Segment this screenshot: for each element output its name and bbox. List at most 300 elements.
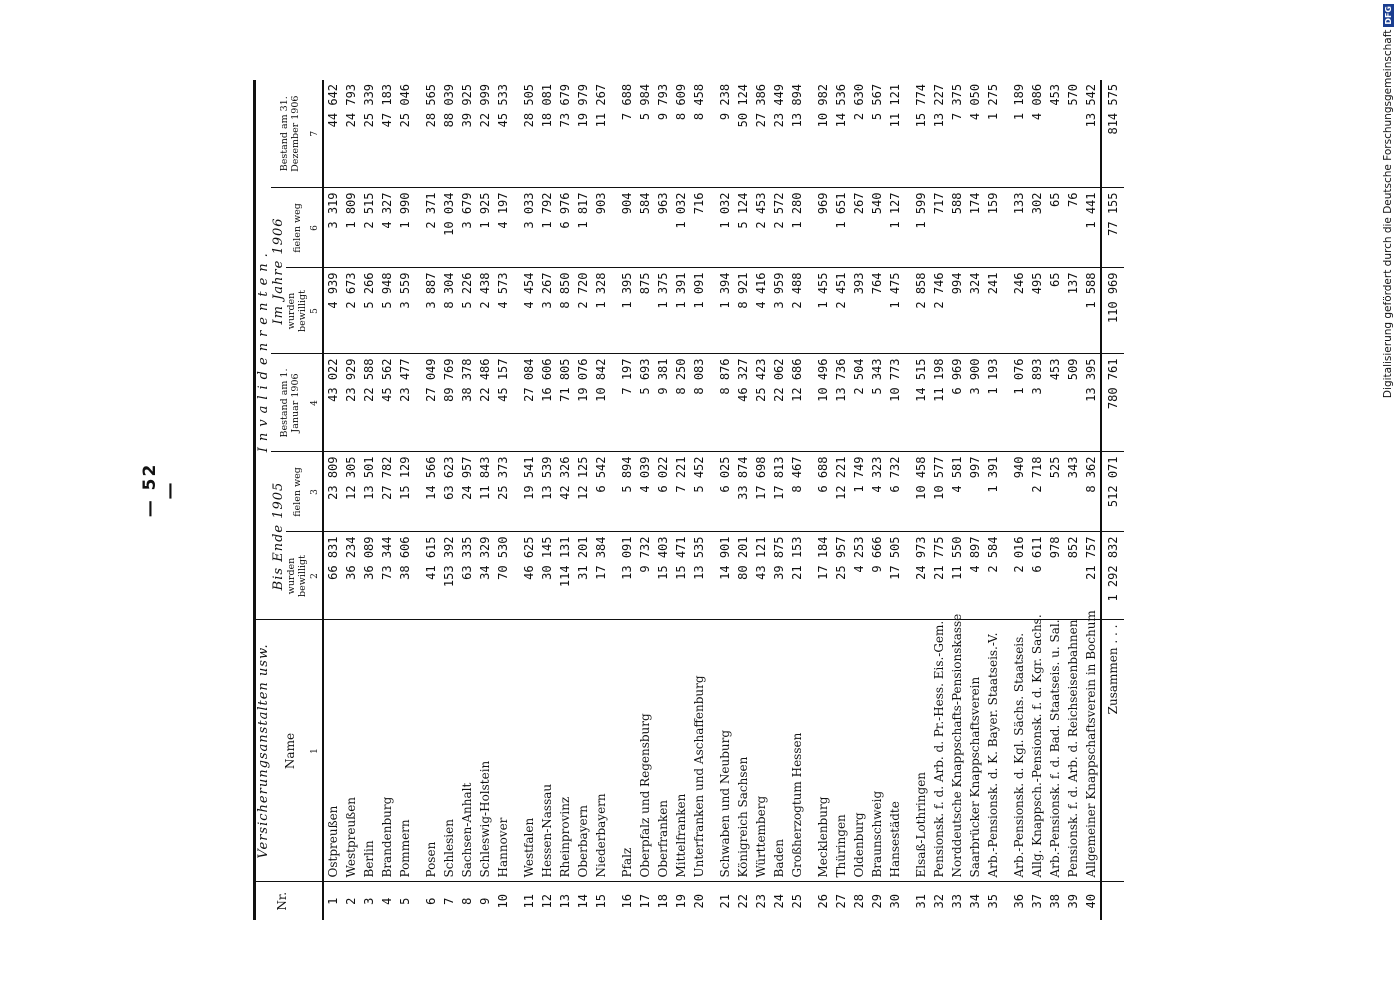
institution-name: Berlin: [360, 620, 378, 882]
value-c2: 2 584: [984, 532, 1002, 620]
row-number: 11: [520, 882, 538, 920]
value-c7: 25 046: [396, 80, 414, 188]
value-c6: 1 441: [1082, 188, 1101, 268]
total-c6: 77 155: [1101, 188, 1124, 268]
row-number: 8: [458, 882, 476, 920]
value-c4: 22 062: [770, 354, 788, 452]
header-group-invalidenrenten: Invalidenrenten.: [255, 80, 272, 620]
table-row: [440, 80, 458, 920]
value-c6: 159: [984, 188, 1002, 268]
group-spacer: [512, 80, 520, 920]
group-spacer: [708, 80, 716, 920]
table-row: [814, 80, 832, 920]
value-c7: 7 375: [948, 80, 966, 188]
value-c4: 5 343: [868, 354, 886, 452]
table-row: [850, 80, 868, 920]
value-c5: 994: [948, 268, 966, 354]
value-c6: 4 197: [494, 188, 512, 268]
table-row: [868, 80, 886, 920]
row-number: 4: [378, 882, 396, 920]
value-c7: 8 458: [690, 80, 708, 188]
value-c2: 31 201: [574, 532, 592, 620]
row-number: 39: [1064, 882, 1082, 920]
row-number: 40: [1082, 882, 1101, 920]
value-c2: 43 121: [752, 532, 770, 620]
value-c5: 65: [1046, 268, 1064, 354]
value-c2: 978: [1046, 532, 1064, 620]
value-c3: 6 022: [654, 452, 672, 532]
value-c6: 1 809: [342, 188, 360, 268]
value-c5: 1 091: [690, 268, 708, 354]
institution-name: Baden: [770, 620, 788, 882]
table-row: [378, 80, 396, 920]
value-c4: 5 693: [636, 354, 654, 452]
value-c7: 28 565: [422, 80, 440, 188]
value-c5: 1 375: [654, 268, 672, 354]
table-row: [458, 80, 476, 920]
value-c2: 21 757: [1082, 532, 1101, 620]
value-c6: 969: [814, 188, 832, 268]
institution-name: Schleswig-Holstein: [476, 620, 494, 882]
table-row: [966, 80, 984, 920]
row-number: 18: [654, 882, 672, 920]
value-c5: 2 488: [788, 268, 806, 354]
value-c3: 7 221: [672, 452, 690, 532]
value-c5: 1 328: [592, 268, 610, 354]
value-c4: 19 076: [574, 354, 592, 452]
value-c7: 44 642: [323, 80, 342, 188]
column-number: 5: [308, 268, 323, 354]
credit-line: [1382, 4, 1394, 904]
row-number: 35: [984, 882, 1002, 920]
value-c3: 10 577: [930, 452, 948, 532]
row-number: 17: [636, 882, 654, 920]
value-c7: 14 536: [832, 80, 850, 188]
row-number: 5: [396, 882, 414, 920]
value-c5: 1 475: [886, 268, 904, 354]
value-c3: 63 623: [440, 452, 458, 532]
value-c4: 7 197: [618, 354, 636, 452]
value-c4: 6 969: [948, 354, 966, 452]
value-c4: 8 250: [672, 354, 690, 452]
value-c3: 1 391: [984, 452, 1002, 532]
value-c4: 2 504: [850, 354, 868, 452]
group-spacer: [610, 80, 618, 920]
value-c6: 302: [1028, 188, 1046, 268]
value-c7: 11 121: [886, 80, 904, 188]
value-c5: 3 887: [422, 268, 440, 354]
value-c6: 3 033: [520, 188, 538, 268]
institution-name: Großherzogtum Hessen: [788, 620, 806, 882]
value-c5: 2 720: [574, 268, 592, 354]
value-c7: 50 124: [734, 80, 752, 188]
institution-name: Westpreußen: [342, 620, 360, 882]
value-c4: 453: [1046, 354, 1064, 452]
value-c7: 1 189: [1010, 80, 1028, 188]
column-number: 7: [308, 80, 323, 188]
institution-name: Arb.-Pensionsk. d. K. Bayer. Staatseis.-V.: [984, 620, 1002, 882]
table-row: [672, 80, 690, 920]
value-c4: 11 198: [930, 354, 948, 452]
value-c2: 9 666: [868, 532, 886, 620]
table-row: [1082, 80, 1101, 920]
value-c6: 1 032: [672, 188, 690, 268]
row-number: 27: [832, 882, 850, 920]
value-c7: 570: [1064, 80, 1082, 188]
value-c5: 2 746: [930, 268, 948, 354]
institution-name: Königreich Sachsen: [734, 620, 752, 882]
row-number: 14: [574, 882, 592, 920]
value-c7: 88 039: [440, 80, 458, 188]
row-number: 31: [912, 882, 930, 920]
value-c2: 39 875: [770, 532, 788, 620]
value-c7: 1 275: [984, 80, 1002, 188]
row-number: 3: [360, 882, 378, 920]
value-c5: 137: [1064, 268, 1082, 354]
table-body: [323, 80, 1124, 920]
value-c5: 5 226: [458, 268, 476, 354]
value-c5: 4 939: [323, 268, 342, 354]
value-c3: 14 566: [422, 452, 440, 532]
value-c2: 70 530: [494, 532, 512, 620]
row-number: 25: [788, 882, 806, 920]
value-c4: 3 893: [1028, 354, 1046, 452]
header-bis-ende-1905: Bis Ende 1905: [271, 452, 286, 620]
pension-statistics-table: [253, 80, 1124, 920]
value-c2: 17 384: [592, 532, 610, 620]
institution-name: Oberbayern: [574, 620, 592, 882]
value-c2: 66 831: [323, 532, 342, 620]
value-c5: 2 451: [832, 268, 850, 354]
value-c2: 6 611: [1028, 532, 1046, 620]
table-row: [912, 80, 930, 920]
value-c7: 5 984: [636, 80, 654, 188]
value-c6: 1 990: [396, 188, 414, 268]
row-number: 15: [592, 882, 610, 920]
institution-name: Elsaß-Lothringen: [912, 620, 930, 882]
value-c4: 14 515: [912, 354, 930, 452]
value-c4: 71 805: [556, 354, 574, 452]
dfg-logo: DFG: [1384, 6, 1393, 25]
institution-name: Hansestädte: [886, 620, 904, 882]
value-c5: 8 304: [440, 268, 458, 354]
value-c4: 89 769: [440, 354, 458, 452]
table-row: [592, 80, 610, 920]
institution-name: Mittelfranken: [672, 620, 690, 882]
institution-name: Schwaben und Neuburg: [716, 620, 734, 882]
table-row: [716, 80, 734, 920]
table-row: [752, 80, 770, 920]
value-c5: 4 454: [520, 268, 538, 354]
value-c2: 9 732: [636, 532, 654, 620]
value-c6: 1 817: [574, 188, 592, 268]
institution-name: Braunschweig: [868, 620, 886, 882]
institution-name: Unterfranken und Aschaffenburg: [690, 620, 708, 882]
value-c2: 114 131: [556, 532, 574, 620]
value-c4: 16 606: [538, 354, 556, 452]
value-c5: 1 394: [716, 268, 734, 354]
value-c2: 41 615: [422, 532, 440, 620]
table-row: [422, 80, 440, 920]
value-c2: 63 335: [458, 532, 476, 620]
value-c3: 13 501: [360, 452, 378, 532]
value-c7: 19 979: [574, 80, 592, 188]
total-label: Zusammen . . .: [1101, 620, 1124, 882]
value-c6: 717: [930, 188, 948, 268]
table-row: [360, 80, 378, 920]
value-c6: 716: [690, 188, 708, 268]
table-row: [770, 80, 788, 920]
value-c3: 23 809: [323, 452, 342, 532]
row-number: 34: [966, 882, 984, 920]
value-c5: 1 455: [814, 268, 832, 354]
header-bewilligt-1906: wurden bewilligt: [286, 268, 308, 354]
column-number: 1: [308, 620, 323, 882]
value-c3: 33 874: [734, 452, 752, 532]
value-c4: 9 381: [654, 354, 672, 452]
value-c2: 80 201: [734, 532, 752, 620]
header-bestand-dezember: Bestand am 31. Dezember 1906: [271, 80, 308, 188]
table-row: [1064, 80, 1082, 920]
column-number: 6: [308, 188, 323, 268]
value-c6: 1 280: [788, 188, 806, 268]
value-c3: 42 326: [556, 452, 574, 532]
value-c2: 24 973: [912, 532, 930, 620]
value-c7: 27 386: [752, 80, 770, 188]
value-c6: 5 124: [734, 188, 752, 268]
institution-name: Allgemeiner Knappschaftsverein in Bochum: [1082, 620, 1101, 882]
value-c3: 997: [966, 452, 984, 532]
value-c7: 15 774: [912, 80, 930, 188]
value-c4: 27 049: [422, 354, 440, 452]
value-c2: 4 253: [850, 532, 868, 620]
table-row: [832, 80, 850, 920]
table-row: [690, 80, 708, 920]
institution-name: Arb.-Pensionsk. d. Kgl. Sächs. Staatseis.: [1010, 620, 1028, 882]
table-row: [930, 80, 948, 920]
value-c4: 1 076: [1010, 354, 1028, 452]
value-c5: 5 266: [360, 268, 378, 354]
value-c2: 36 234: [342, 532, 360, 620]
value-c3: 12 221: [832, 452, 850, 532]
rotated-table-page: [253, 80, 1153, 920]
value-c7: 5 567: [868, 80, 886, 188]
row-number: 26: [814, 882, 832, 920]
value-c5: 8 921: [734, 268, 752, 354]
header-bestand-januar: Bestand am 1. Januar 1906: [271, 354, 308, 452]
row-number: 16: [618, 882, 636, 920]
value-c6: 1 925: [476, 188, 494, 268]
value-c5: 241: [984, 268, 1002, 354]
value-c6: 6 976: [556, 188, 574, 268]
column-number-blank: [308, 882, 323, 920]
value-c5: 3 959: [770, 268, 788, 354]
value-c6: 2 572: [770, 188, 788, 268]
value-c5: 5 948: [378, 268, 396, 354]
value-c7: 23 449: [770, 80, 788, 188]
table-row: [636, 80, 654, 920]
table-row: [948, 80, 966, 920]
row-number: 12: [538, 882, 556, 920]
value-c4: 12 686: [788, 354, 806, 452]
value-c3: 8 362: [1082, 452, 1101, 532]
value-c3: 6 732: [886, 452, 904, 532]
value-c2: 13 091: [618, 532, 636, 620]
value-c4: 8 876: [716, 354, 734, 452]
value-c4: 27 084: [520, 354, 538, 452]
value-c4: 23 477: [396, 354, 414, 452]
value-c3: 11 843: [476, 452, 494, 532]
institution-name: Saarbrücker Knappschaftsverein: [966, 620, 984, 882]
value-c6: 174: [966, 188, 984, 268]
institution-name: Ostpreußen: [323, 620, 342, 882]
value-c5: 8 850: [556, 268, 574, 354]
value-c5: 3 267: [538, 268, 556, 354]
value-c6: 1 127: [886, 188, 904, 268]
value-c2: 15 403: [654, 532, 672, 620]
value-c6: 76: [1064, 188, 1082, 268]
row-number: 1: [323, 882, 342, 920]
value-c2: 13 535: [690, 532, 708, 620]
value-c7: 2 630: [850, 80, 868, 188]
total-c2: 1 292 832: [1101, 532, 1124, 620]
value-c2: 17 184: [814, 532, 832, 620]
table-row: [520, 80, 538, 920]
column-number: 2: [308, 532, 323, 620]
value-c6: 65: [1046, 188, 1064, 268]
value-c5: 246: [1010, 268, 1028, 354]
row-number: 22: [734, 882, 752, 920]
value-c3: 6 542: [592, 452, 610, 532]
institution-name: Pfalz: [618, 620, 636, 882]
value-c3: 25 373: [494, 452, 512, 532]
institution-name: Hessen-Nassau: [538, 620, 556, 882]
value-c7: 22 999: [476, 80, 494, 188]
value-c4: 13 395: [1082, 354, 1101, 452]
value-c4: 1 193: [984, 354, 1002, 452]
institution-name: Arb.-Pensionsk. f. d. Bad. Staatseis. u. Sal.: [1046, 620, 1064, 882]
value-c7: 25 339: [360, 80, 378, 188]
value-c7: 13 542: [1082, 80, 1101, 188]
row-number: 37: [1028, 882, 1046, 920]
value-c2: 852: [1064, 532, 1082, 620]
value-c3: 6 688: [814, 452, 832, 532]
value-c2: 21 775: [930, 532, 948, 620]
value-c3: 4 581: [948, 452, 966, 532]
total-c4: 780 761: [1101, 354, 1124, 452]
table-row: [538, 80, 556, 920]
value-c3: 4 039: [636, 452, 654, 532]
table-row: [1046, 80, 1064, 920]
table-row: [323, 80, 342, 920]
value-c6: 2 453: [752, 188, 770, 268]
column-number: 3: [308, 452, 323, 532]
value-c3: 4 323: [868, 452, 886, 532]
table-row: [886, 80, 904, 920]
value-c2: 36 089: [360, 532, 378, 620]
value-c3: 19 541: [520, 452, 538, 532]
row-number: 19: [672, 882, 690, 920]
institution-name: Rheinprovinz: [556, 620, 574, 882]
value-c5: 764: [868, 268, 886, 354]
value-c7: 73 679: [556, 80, 574, 188]
value-c7: 13 227: [930, 80, 948, 188]
table-row: [574, 80, 592, 920]
row-number: 2: [342, 882, 360, 920]
institution-name: Schlesien: [440, 620, 458, 882]
value-c2: 21 153: [788, 532, 806, 620]
value-c6: 3 679: [458, 188, 476, 268]
value-c6: 1 032: [716, 188, 734, 268]
value-c5: 1 395: [618, 268, 636, 354]
total-c5: 110 969: [1101, 268, 1124, 354]
group-spacer: [414, 80, 422, 920]
value-c5: 2 438: [476, 268, 494, 354]
value-c4: 23 929: [342, 354, 360, 452]
institution-name: Oberpfalz und Regensburg: [636, 620, 654, 882]
value-c3: 5 894: [618, 452, 636, 532]
value-c7: 45 533: [494, 80, 512, 188]
institution-name: Oberfranken: [654, 620, 672, 882]
value-c7: 10 982: [814, 80, 832, 188]
value-c3: 27 782: [378, 452, 396, 532]
value-c2: 14 901: [716, 532, 734, 620]
value-c7: 47 183: [378, 80, 396, 188]
value-c7: 7 688: [618, 80, 636, 188]
value-c3: 12 125: [574, 452, 592, 532]
table-row: [734, 80, 752, 920]
value-c7: 9 793: [654, 80, 672, 188]
value-c4: 10 773: [886, 354, 904, 452]
value-c2: 4 897: [966, 532, 984, 620]
institution-name: Pommern: [396, 620, 414, 882]
table-row: [618, 80, 636, 920]
value-c3: 17 698: [752, 452, 770, 532]
row-number: 7: [440, 882, 458, 920]
value-c2: 34 329: [476, 532, 494, 620]
value-c6: 1 599: [912, 188, 930, 268]
value-c2: 15 471: [672, 532, 690, 620]
value-c3: 2 718: [1028, 452, 1046, 532]
institution-name: Thüringen: [832, 620, 850, 882]
value-c6: 540: [868, 188, 886, 268]
value-c4: 38 378: [458, 354, 476, 452]
value-c2: 17 505: [886, 532, 904, 620]
value-c2: 73 344: [378, 532, 396, 620]
table-row: [556, 80, 574, 920]
value-c3: 8 467: [788, 452, 806, 532]
row-number: 23: [752, 882, 770, 920]
value-c7: 39 925: [458, 80, 476, 188]
value-c3: 10 458: [912, 452, 930, 532]
institution-name: Württemberg: [752, 620, 770, 882]
table-row: [654, 80, 672, 920]
value-c5: 1 588: [1082, 268, 1101, 354]
value-c3: 343: [1064, 452, 1082, 532]
value-c6: 133: [1010, 188, 1028, 268]
value-c5: 2 858: [912, 268, 930, 354]
institution-name: Sachsen-Anhalt: [458, 620, 476, 882]
value-c5: 4 416: [752, 268, 770, 354]
value-c4: 3 900: [966, 354, 984, 452]
table-row: [984, 80, 1002, 920]
credit-text: Digitalisierung gefördert durch die Deutsche Forschungsgemeinschaft: [1382, 29, 1394, 399]
value-c6: 903: [592, 188, 610, 268]
institution-name: Westfalen: [520, 620, 538, 882]
column-number: 4: [308, 354, 323, 452]
institution-name: Oldenburg: [850, 620, 868, 882]
value-c4: 45 562: [378, 354, 396, 452]
